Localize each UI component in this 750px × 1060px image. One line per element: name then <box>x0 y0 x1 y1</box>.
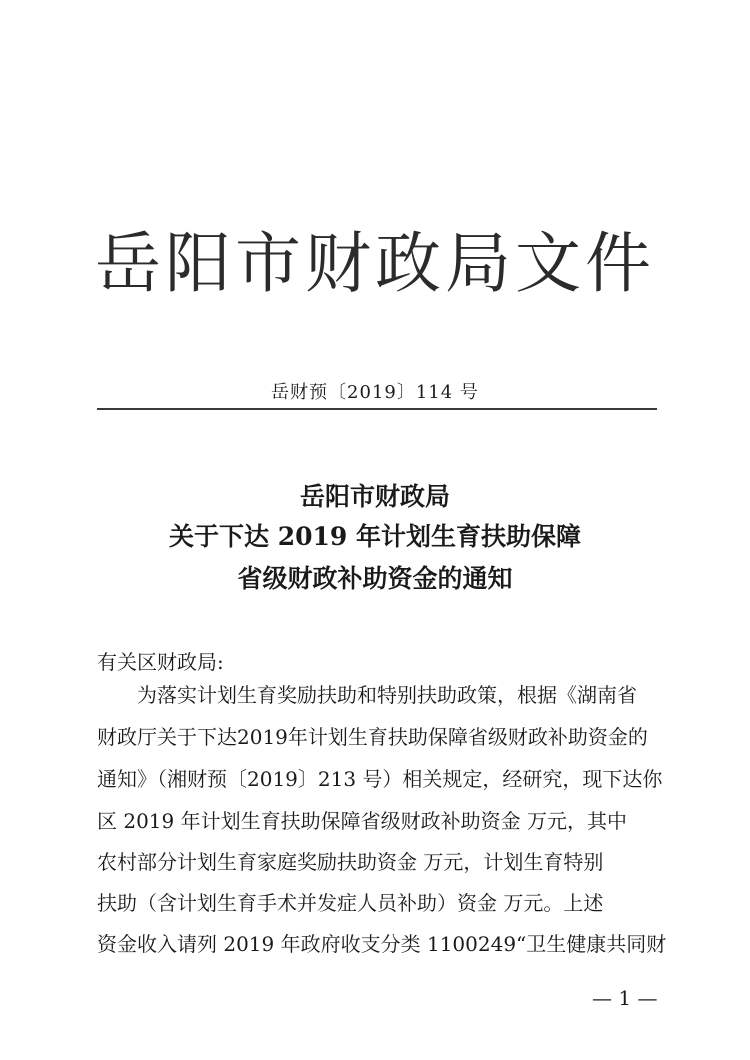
salutation: 有关区财政局: <box>97 650 224 674</box>
body-line: 区 2019 年计划生育扶助保障省级财政补助资金 万元，其中 <box>97 809 627 833</box>
notice-title-line-1: 岳阳市财政局 <box>299 482 450 511</box>
header-divider <box>97 408 657 410</box>
body-line: 财政厅关于下达2019年计划生育扶助保障省级财政补助资金的 <box>97 725 648 749</box>
agency-header-title: 岳阳市财政局文件 <box>95 225 655 302</box>
body-line: 为落实计划生育奖励扶助和特别扶助政策，根据《湖南省 <box>137 683 637 707</box>
body-line: 资金收入请列 2019 年政府收支分类 1100249“卫生健康共同财 <box>97 932 667 956</box>
page-number: — 1 — <box>592 986 658 1010</box>
body-line: 通知》（湘财预〔2019〕213 号）相关规定，经研究，现下达你 <box>97 767 663 791</box>
document-number: 岳财预〔2019〕114 号 <box>271 382 479 403</box>
notice-title-line-3: 省级财政补助资金的通知 <box>237 564 513 593</box>
notice-title-line-2: 关于下达 2019 年计划生育扶助保障 <box>169 522 581 551</box>
body-line: 农村部分计划生育家庭奖励扶助资金 万元，计划生育特别 <box>97 850 604 874</box>
body-line: 扶助（含计划生育手术并发症人员补助）资金 万元。上述 <box>97 891 604 915</box>
